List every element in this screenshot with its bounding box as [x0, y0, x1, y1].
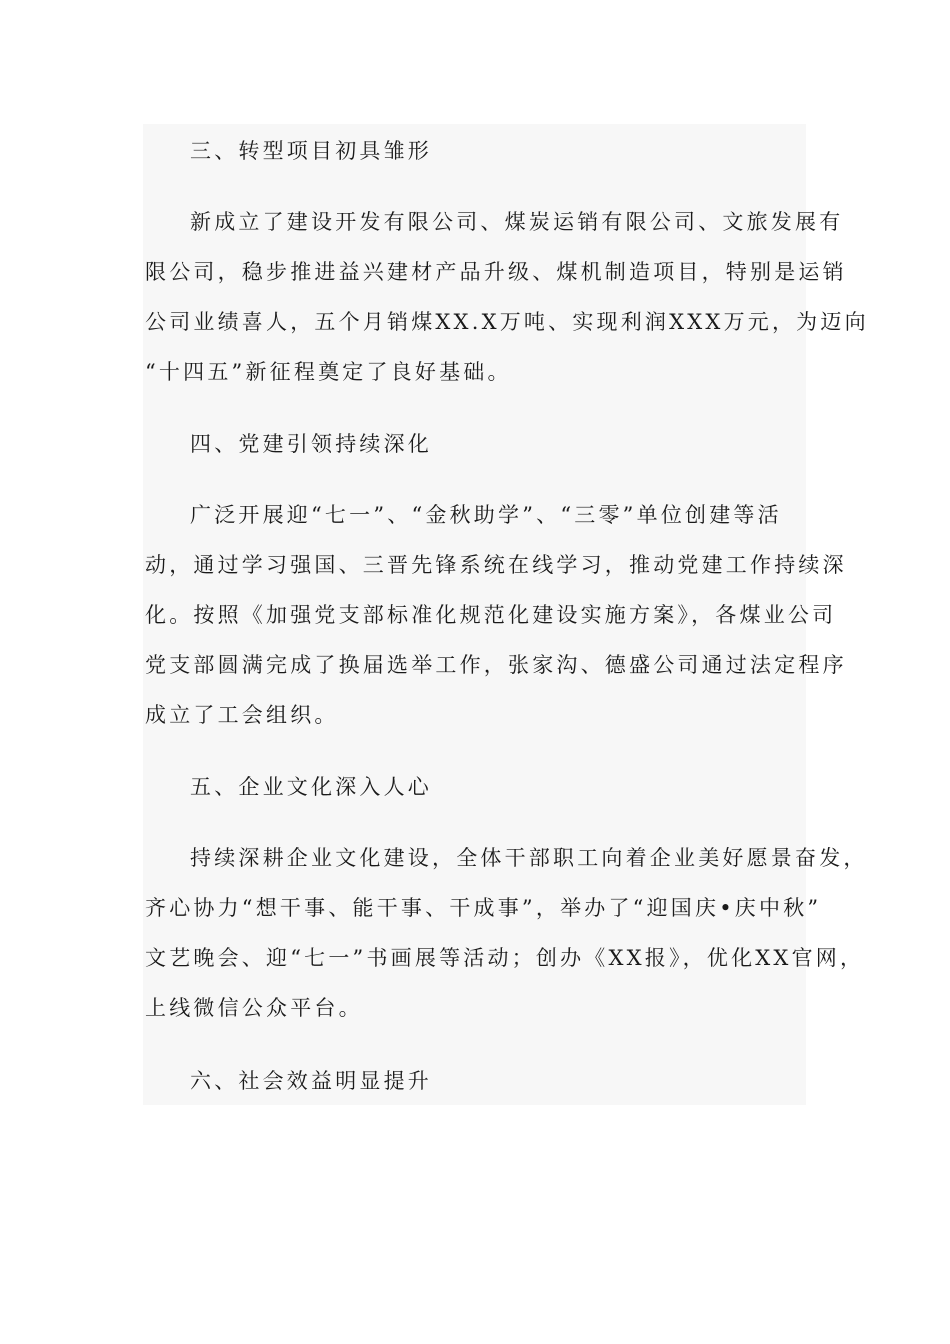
paragraph-line: 成立了工会组织。: [145, 703, 339, 727]
paragraph-line: 动，通过学习强国、三晋先锋系统在线学习，推动党建工作持续深: [145, 553, 847, 577]
paragraph-line: 上线微信公众平台。: [145, 996, 363, 1020]
paragraph-line: 齐心协力“想干事、能干事、干成事”，举办了“迎国庆•庆中秋”: [145, 896, 822, 920]
paragraph-line: 持续深耕企业文化建设，全体干部职工向着企业美好愿景奋发，: [190, 846, 868, 870]
paragraph-line: 广泛开展迎“七一”、“金秋助学”、“三零”单位创建等活: [190, 503, 782, 527]
section-heading: 四、党建引领持续深化: [190, 432, 432, 456]
paragraph-line: 文艺晚会、迎“七一”书画展等活动；创办《XX报》，优化XX官网，: [145, 946, 865, 970]
paragraph-line: 化。按照《加强党支部标准化规范化建设实施方案》，各煤业公司: [145, 603, 837, 627]
paragraph-line: 公司业绩喜人，五个月销煤XX.X万吨、实现利润XXX万元，为迈向: [145, 310, 869, 334]
paragraph-line: 限公司，稳步推进益兴建材产品升级、煤机制造项目，特别是运销: [145, 260, 847, 284]
paragraph-line: 新成立了建设开发有限公司、煤炭运销有限公司、文旅发展有: [190, 210, 844, 234]
section-heading: 六、社会效益明显提升: [190, 1069, 432, 1093]
paragraph-line: “十四五”新征程奠定了良好基础。: [145, 360, 512, 384]
section-heading: 五、企业文化深入人心: [190, 775, 432, 799]
paragraph-line: 党支部圆满完成了换届选举工作，张家沟、德盛公司通过法定程序: [145, 653, 847, 677]
section-heading: 三、转型项目初具雏形: [190, 139, 432, 163]
